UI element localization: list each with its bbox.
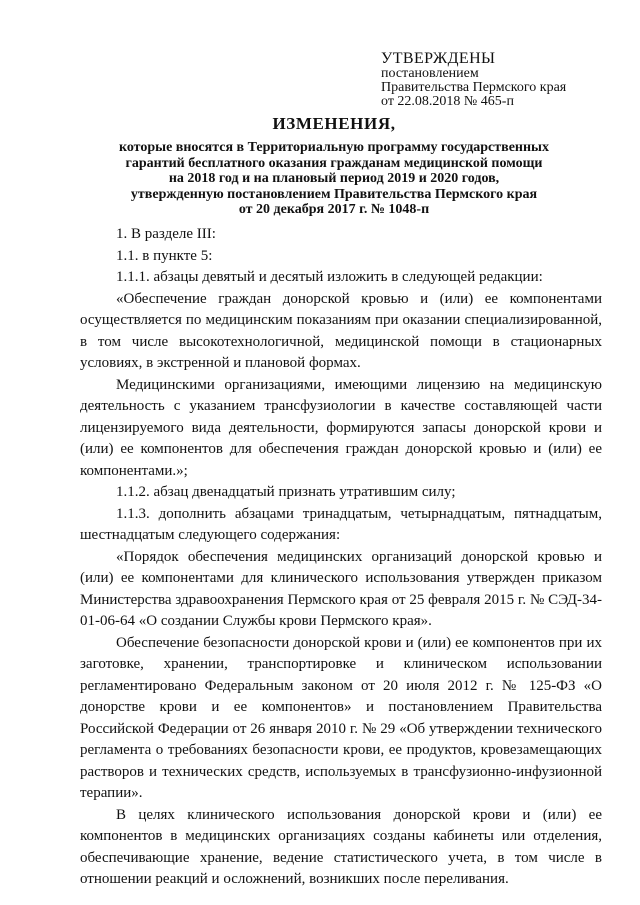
paragraph-quote-3: «Порядок обеспечения медицинских организаций донорской кровью и (или) ее компонентами для клинического использования утвержден приказом Министерства здравоохранения Пермского края от 25 февраля 2015 г. № СЭД-34-01-06-64 «О создании Службы крови Пермского края». — [80, 548, 602, 629]
document-heading — [60, 114, 608, 218]
paragraph-quote-1: «Обеспечение граждан донорской кровью и (или) ее компонентами осуществляется по медицинским показаниям при оказании специализированной, в том числе высокотехнологичной, медицинской помощи в стационарных условиях, в экстренной и плановой формах. — [80, 290, 602, 371]
heading-sub-line-4: утвержденную постановлением Правительства Пермского края — [130, 186, 538, 202]
heading-subtitle — [60, 140, 608, 218]
paragraph-amendment-3: 1.1.3. дополнить абзацами тринадцатым, четырнадцатым, пятнадцатым, шестнадцатым следующего содержания: — [80, 505, 602, 543]
paragraph-quote-5: В целях клинического использования донорской крови и (или) ее компонентов в медицинских организациях созданы кабинеты или отделения, обеспечивающие хранение, ведение статистического учета, в том числе в отношении реакций и осложнений, возникших после переливания. — [80, 806, 602, 887]
heading-sub-line-5: от 20 декабря 2017 г. № 1048-п — [238, 202, 430, 217]
approval-line-1: постановлением — [381, 66, 479, 81]
paragraph-amendment-2: 1.1.2. абзац двенадцатый признать утратившим силу; — [116, 484, 456, 500]
paragraph-section: 1. В разделе III: — [116, 226, 216, 242]
approval-title: УТВЕРЖДЕНЫ — [381, 50, 496, 67]
approval-line-3: от 22.08.2018 № 465-п — [381, 94, 514, 109]
approval-stamp — [381, 50, 611, 109]
heading-sub-line-1: которые вносятся в Территориальную программу государственных — [118, 140, 549, 155]
heading-sub-line-3: на 2018 год и на плановый период 2019 и 2020 годов, — [168, 171, 500, 186]
document-body — [80, 224, 602, 891]
paragraph-amendment-1: 1.1.1. абзацы девятый и десятый изложить в следующей редакции: — [116, 269, 543, 285]
paragraph-quote-2: Медицинскими организациями, имеющими лицензию на медицинскую деятельность с указанием трансфузиологии в качестве составляющей части лицензируемого вида деятельности, формируются запасы донорской крови и (или) ее компонентов для обеспечения граждан донорской кровью и (или) ее компонентами.»; — [80, 376, 602, 479]
heading-main: ИЗМЕНЕНИЯ, — [272, 114, 396, 133]
paragraph-quote-4: Обеспечение безопасности донорской крови и (или) ее компонентов при их заготовке, хранении, транспортировке и клиническом использовании регламентировано Федеральным законом от 20 июля 2012 г. № 125-ФЗ «О донорстве крови и ее компонентов» и постановлением Правительства Российской Федерации от 26 января 2010 г. № 29 «Об утверждении технического регламента о требованиях безопасности крови, ее продуктов, кровезамещающих растворов и технических средств, используемых в трансфузионно-инфузионной терапии». — [80, 634, 602, 801]
heading-sub-line-2: гарантий бесплатного оказания гражданам медицинской помощи — [125, 155, 543, 171]
approval-line-2: Правительства Пермского края — [381, 80, 567, 95]
paragraph-clause: 1.1. в пункте 5: — [116, 247, 213, 264]
